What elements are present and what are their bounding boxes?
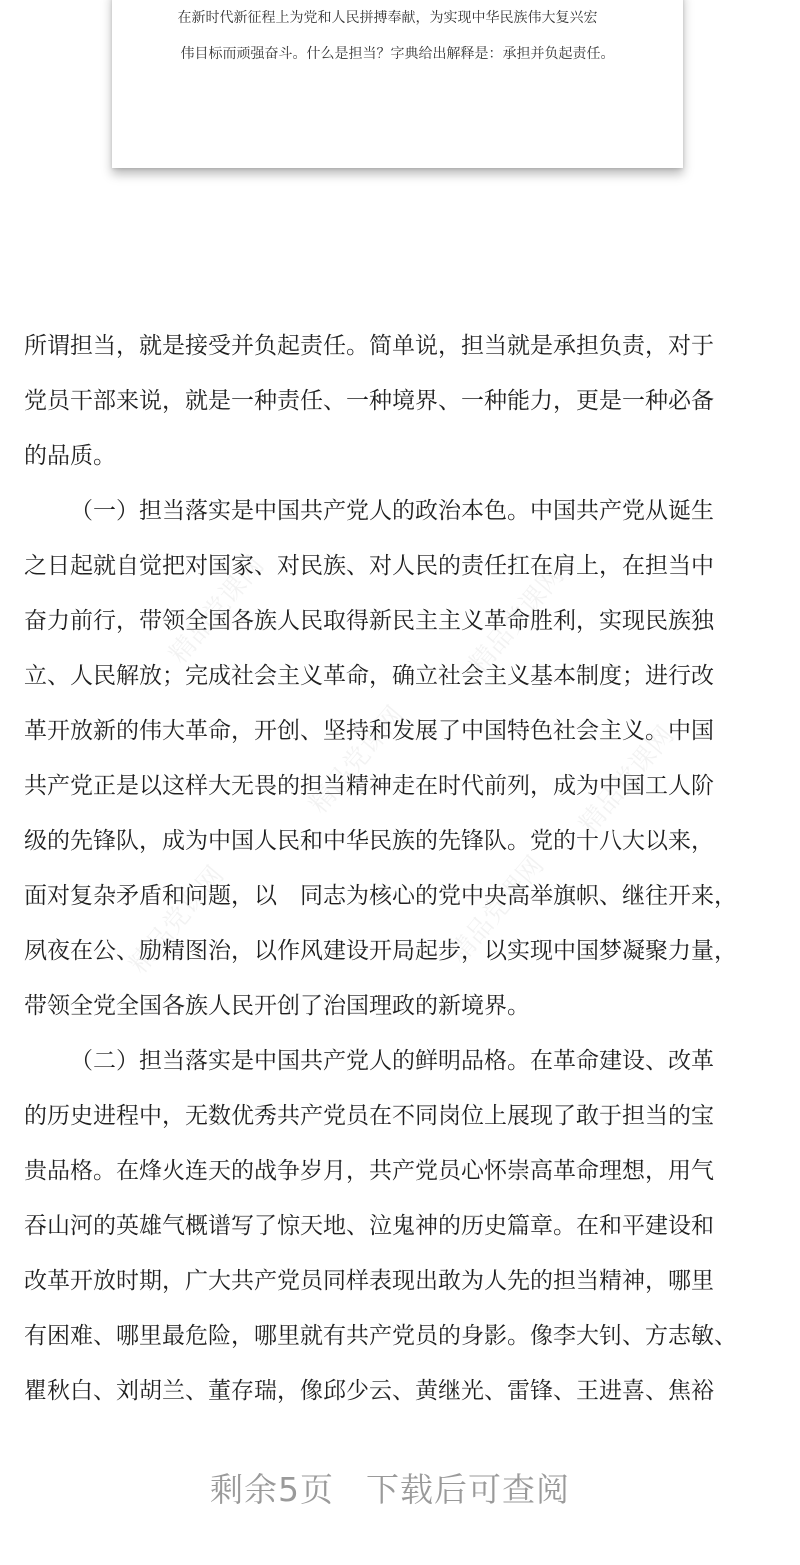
- article-line: 立、人民解放；完成社会主义革命，确立社会主义基本制度；进行改: [24, 663, 714, 689]
- remaining-pages-label[interactable]: 剩余5页: [210, 1470, 334, 1509]
- article-line: 有困难、哪里最危险，哪里就有共产党员的身影。像李大钊、方志敏、: [24, 1323, 737, 1349]
- download-prompt[interactable]: [0, 1464, 780, 1511]
- watermark: 精品党课网: [163, 550, 271, 670]
- download-hint-label[interactable]: 下载后可查阅: [366, 1470, 570, 1509]
- watermark: 精品党课网: [573, 720, 681, 840]
- article-line: 的品质。: [24, 443, 116, 469]
- preview-card: [112, 0, 683, 168]
- watermark: 精品党课网: [123, 860, 231, 980]
- article-line: 共产党正是以这样大无畏的担当精神走在时代前列，成为中国工人阶: [24, 773, 714, 799]
- article-line: 吞山河的英雄气概谱写了惊天地、泣鬼神的历史篇章。在和平建设和: [24, 1213, 714, 1239]
- article-line: 夙夜在公、励精图治，以作风建设开局起步，以实现中国梦凝聚力量，: [24, 938, 737, 964]
- article-body: [24, 319, 784, 1419]
- section-heading-2: （二）担当落实是中国共产党人的鲜明品格。在革命建设、改革: [70, 1048, 714, 1074]
- watermark: 精品党课网: [443, 850, 551, 970]
- article-line: 面对复杂矛盾和问题，以 同志为核心的党中央高举旗帜、继往开来，: [24, 883, 737, 909]
- article-line: 党员干部来说，就是一种责任、一种境界、一种能力，更是一种必备: [24, 388, 714, 414]
- section-heading-1: （一）担当落实是中国共产党人的政治本色。中国共产党从诞生: [70, 498, 714, 524]
- article-line: 奋力前行，带领全国各族人民取得新民主主义革命胜利，实现民族独: [24, 608, 714, 634]
- article-line: 的历史进程中，无数优秀共产党员在不同岗位上展现了敢于担当的宝: [24, 1103, 714, 1129]
- watermark: 精品党课网: [463, 560, 571, 680]
- article-line: 改革开放时期，广大共产党员同样表现出敢为人先的担当精神，哪里: [24, 1268, 714, 1294]
- article-line: 之日起就自觉把对国家、对民族、对人民的责任扛在肩上，在担当中: [24, 553, 714, 579]
- article-line: 革开放新的伟大革命，开创、坚持和发展了中国特色社会主义。中国: [24, 718, 714, 744]
- article-line: 贵品格。在烽火连天的战争岁月，共产党员心怀崇高革命理想，用气: [24, 1158, 714, 1184]
- article-line: 所谓担当，就是接受并负起责任。简单说，担当就是承担负责，对于: [24, 333, 714, 359]
- article-line: 带领全党全国各族人民开创了治国理政的新境界。: [24, 993, 530, 1019]
- preview-line-1: 在新时代新征程上为党和人民拼搏奉献，为实现中华民族伟大复兴宏: [177, 10, 598, 26]
- article-line: 级的先锋队，成为中国人民和中华民族的先锋队。党的十八大以来，: [24, 828, 714, 854]
- watermark: 精品党课网: [303, 700, 411, 820]
- preview-line-2: 伟目标而顽强奋斗。什么是担当？字典给出解释是：承担并负起责任。: [180, 46, 615, 62]
- article-line: 瞿秋白、刘胡兰、董存瑞，像邱少云、黄继光、雷锋、王进喜、焦裕: [24, 1378, 714, 1404]
